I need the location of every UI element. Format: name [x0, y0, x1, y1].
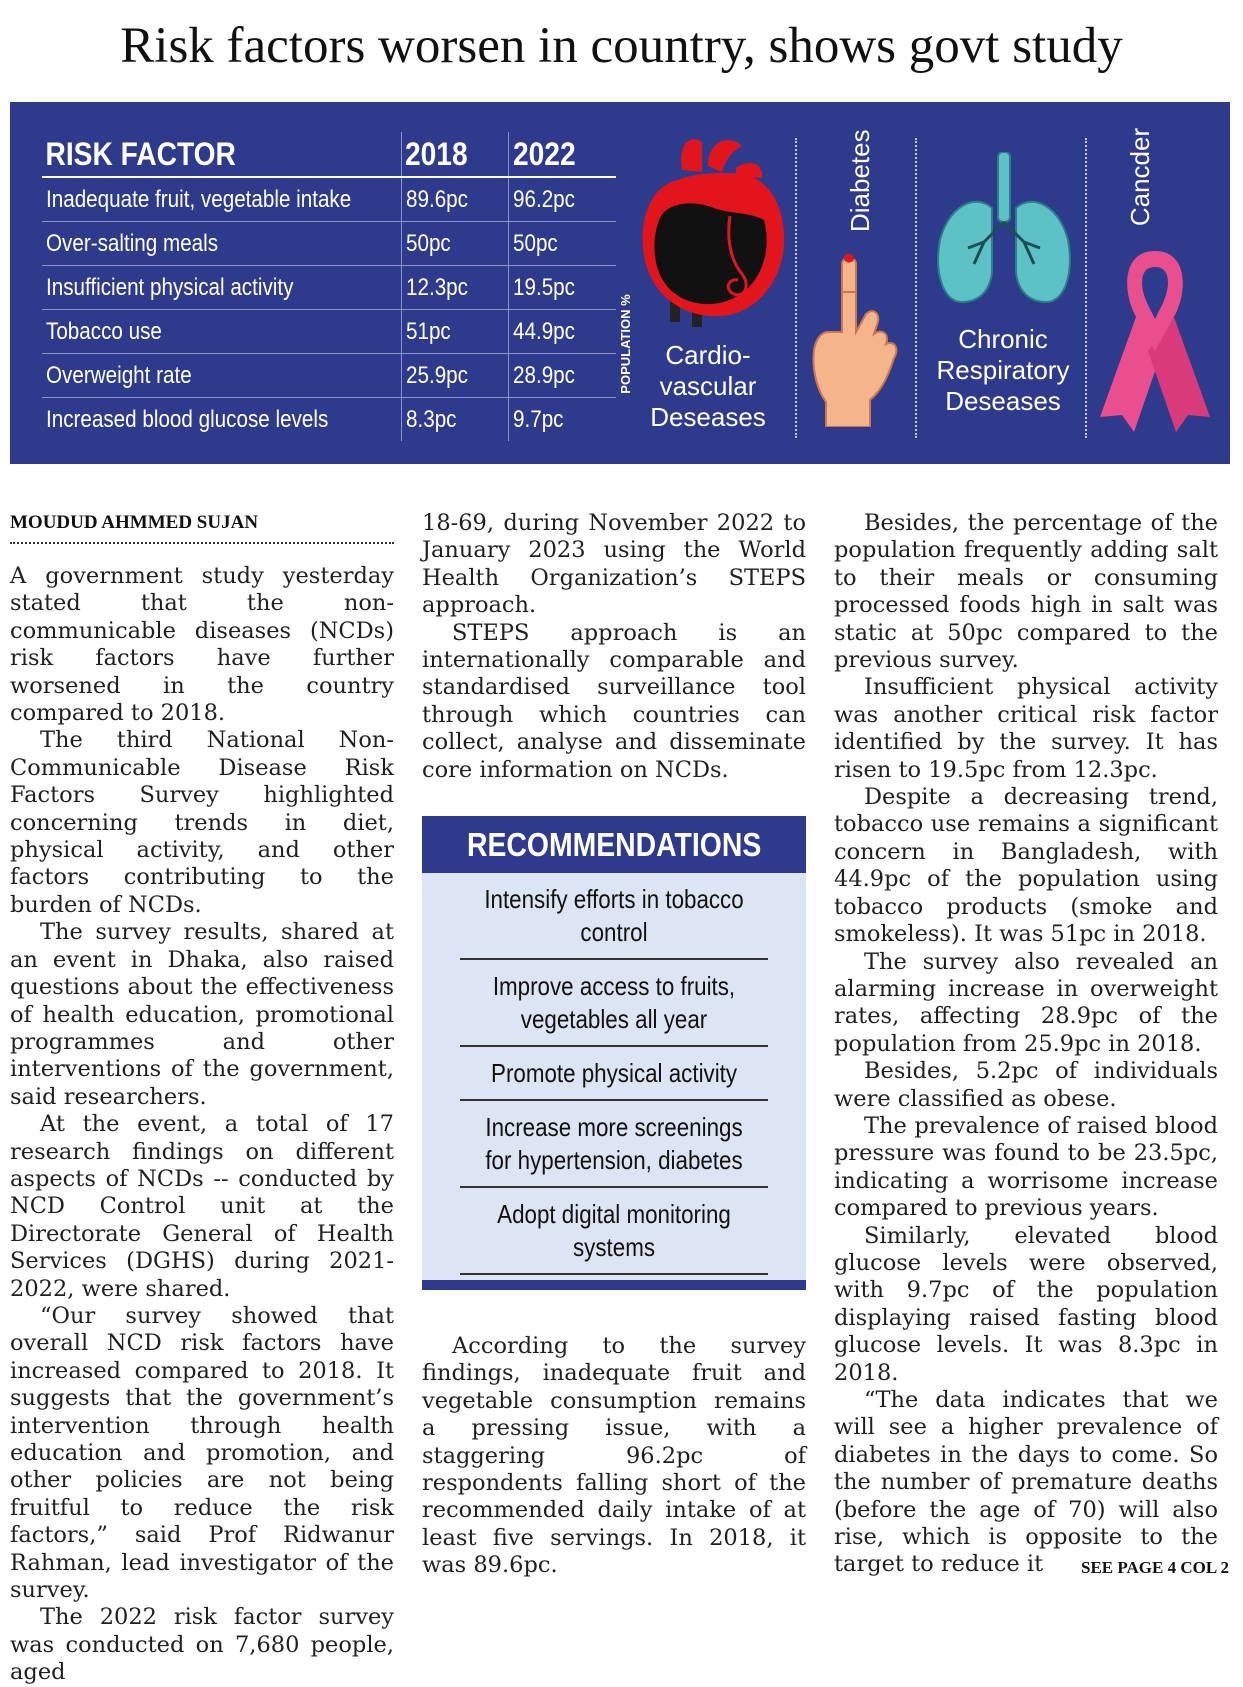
table-row: [42, 222, 616, 266]
paragraph: A government study yesterday stated that the non-communicable diseases (NCDs) risk factors have further worsened in the country compared to 2018.: [10, 563, 394, 727]
respiratory-line-3: Deseases: [945, 386, 1061, 416]
risk-factor-name: Overweight rate: [46, 361, 192, 389]
risk-factor-name: Increased blood glucose levels: [46, 405, 329, 433]
paragraph: The survey results, shared at an event in Dhaka, also raised questions about the effectiveness of health education, promotional programmes and other interventions of the government, said researchers.: [10, 919, 394, 1110]
header-risk-factor: RISK FACTOR: [42, 132, 358, 177]
headline: Risk factors worsen in country, shows govt study: [120, 18, 1123, 74]
article-column-2-bottom: [422, 1333, 806, 1580]
respiratory-label: [928, 324, 1078, 417]
table-row: [42, 310, 616, 354]
value-2022: 96.2pc: [513, 185, 576, 213]
diabetes-label: Diabetes: [845, 129, 875, 232]
paragraph: 18-69, during November 2022 to January 2023 using the World Health Organization’s STEPS approach.: [422, 510, 806, 619]
risk-factor-name: Over-salting meals: [46, 229, 219, 257]
paragraph: STEPS approach is an internationally comparable and standardised surveillance tool through which countries can collect, analyse and disseminate core information on NCDs.: [422, 619, 806, 783]
risk-factor-table: [42, 132, 616, 441]
value-2022: 19.5pc: [513, 273, 576, 301]
header-2018: 2018: [401, 132, 496, 177]
risk-factor-name: Inadequate fruit, vegetable intake: [46, 185, 352, 213]
value-2022: 28.9pc: [513, 361, 576, 389]
respiratory-line-2: Respiratory: [936, 355, 1070, 385]
value-2018: 89.6pc: [405, 185, 468, 213]
lungs-icon: [934, 152, 1074, 312]
value-2018: 12.3pc: [405, 273, 468, 301]
population-percent-label: POPULATION %: [618, 294, 633, 394]
table-row: [42, 266, 616, 310]
divider: [795, 138, 797, 438]
value-2022: 50pc: [513, 229, 559, 257]
value-2018: 8.3pc: [405, 405, 457, 433]
value-2022: 9.7pc: [513, 405, 564, 433]
paragraph: Insufficient physical activity was another critical risk factor identified by the survey. It has risen to 19.5pc from 12.3pc.: [834, 674, 1218, 783]
header-2022: 2022: [509, 132, 603, 177]
recommendation-item: Promote physical activity: [460, 1047, 768, 1101]
recommendations-box: [422, 816, 806, 1290]
paragraph: The third National Non-Communicable Disease Risk Factors Survey highlighted concerning trends in diet, physical activity, and other factors contributing to the burden of NCDs.: [10, 727, 394, 918]
article-column-2-top: [422, 510, 806, 784]
risk-factor-name: Insufficient physical activity: [46, 273, 294, 301]
table-header-row: [42, 132, 616, 177]
finger-prick-icon: [808, 252, 900, 427]
paragraph: The survey also revealed an alarming increase in overweight rates, affecting 28.9pc of the population from 25.9pc in 2018.: [834, 948, 1218, 1057]
infographic-panel: [10, 102, 1230, 464]
paragraph: According to the survey findings, inadequate fruit and vegetable consumption remains a pressing issue, with a staggering 96.2pc of respondents falling short of the recommended daily intake of at least five servings. In 2018, it was 89.6pc.: [422, 1333, 806, 1579]
paragraph: The 2022 risk factor survey was conducted on 7,680 people, aged: [10, 1604, 394, 1686]
table-row: [42, 398, 616, 442]
recommendation-item: Adopt digital monitoring systems: [460, 1188, 768, 1275]
paragraph: The prevalence of raised blood pressure was found to be 23.5pc, indicating a worrisome increase compared to previous years.: [834, 1112, 1218, 1222]
table-row: [42, 354, 616, 398]
recommendations-title: RECOMMENDATIONS: [422, 816, 806, 873]
byline: MOUDUD AHMMED SUJAN: [10, 512, 394, 544]
paragraph: Similarly, elevated blood glucose levels were observed, with 9.7pc of the population displaying raised fasting blood glucose levels. It was 8.3pc in 2018.: [834, 1222, 1218, 1386]
cardio-line-1: Cardio-: [665, 340, 751, 370]
paragraph: “Our survey showed that overall NCD risk factors have increased compared to 2018. It suggests that the government’s intervention through health education and promotion, and other policies are not being fruitful to reduce the risk factors,” said Prof Ridwanur Rahman, lead investigator of the survey.: [10, 1302, 394, 1604]
paragraph: Besides, 5.2pc of individuals were classified as obese.: [834, 1058, 1218, 1112]
paragraph: Besides, the percentage of the population frequently adding salt to their meals or consuming processed foods high in salt was static at 50pc compared to the previous survey.: [834, 510, 1218, 674]
article-column-1: [10, 563, 394, 1687]
divider: [915, 138, 917, 438]
risk-factor-name: Tobacco use: [46, 317, 162, 345]
paragraph: Despite a decreasing trend, tobacco use remains a significant concern in Bangladesh, with 44.9pc of the population using tobacco products (smoke and smokeless). It was 51pc in 2018.: [834, 784, 1218, 948]
recommendation-item: Improve access to fruits, vegetables all year: [460, 960, 768, 1047]
cardiovascular-label: [640, 340, 776, 433]
cancer-label: Cancder: [1125, 127, 1155, 227]
value-2018: 51pc: [405, 317, 451, 345]
cardio-line-2: vascular: [659, 371, 757, 401]
value-2018: 50pc: [405, 229, 451, 257]
recommendations-bottom-bar: [422, 1280, 806, 1290]
recommendation-item: Increase more screenings for hypertension, diabetes: [460, 1101, 768, 1188]
cancer-ribbon-icon: [1100, 247, 1210, 432]
respiratory-line-1: Chronic: [958, 324, 1048, 354]
cardio-line-3: Deseases: [650, 402, 766, 432]
paragraph: At the event, a total of 17 research findings on different aspects of NCDs -- conducted by NCD Control unit at the Directorate General of Health Services (DGHS) during 2021-2022, were shared.: [10, 1111, 394, 1302]
article-column-3: [834, 510, 1218, 1579]
paragraph: “The data indicates that we will see a higher prevalence of diabetes in the days to come. So the number of premature deaths (before the age of 70) will also rise, which is opposite to the target to reduce it: [834, 1387, 1218, 1578]
value-2018: 25.9pc: [405, 361, 468, 389]
continuation-note: SEE PAGE 4 COL 2: [1081, 1558, 1229, 1577]
value-2022: 44.9pc: [513, 317, 576, 345]
heart-icon: [638, 132, 788, 342]
recommendation-item: Intensify efforts in tobacco control: [460, 873, 768, 960]
table-row: [42, 177, 616, 222]
divider: [1085, 138, 1087, 438]
